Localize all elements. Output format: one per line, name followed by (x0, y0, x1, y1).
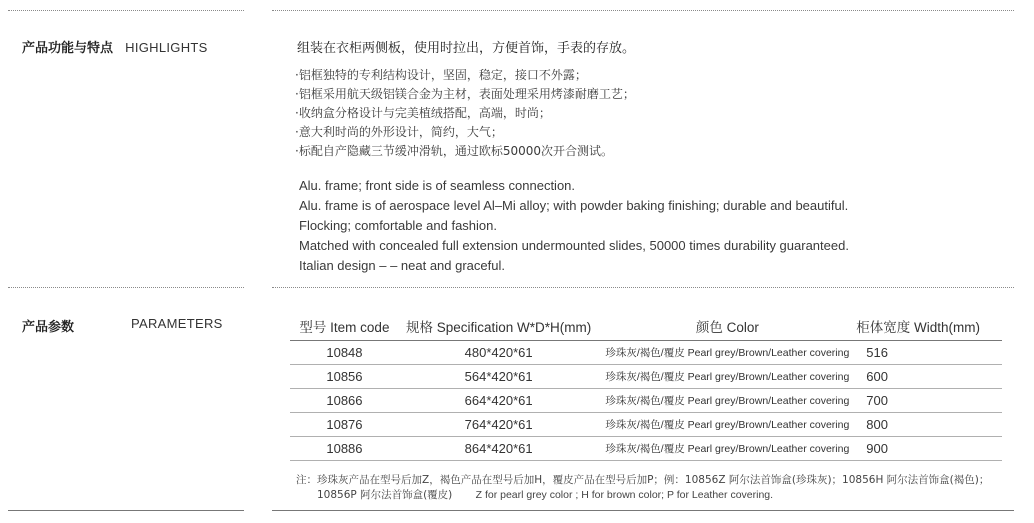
mid-divider-right (272, 287, 1014, 288)
item-spec: 864*420*61 (399, 437, 599, 461)
note-line-2-en: Z for pearl grey color ; H for brown color; P for Leather covering. (475, 489, 774, 501)
english-line: Matched with concealed full extension undermounted slides, 50000 times durability guaranteed. (299, 238, 849, 253)
note-line-2-cn: 10856P 阿尔法首饰盒(覆皮) (317, 489, 453, 501)
bullet-item: ·标配自产隐藏三节缓冲滑轨，通过欧标50000次开合测试。 (295, 144, 613, 158)
top-divider-right (272, 10, 1014, 11)
item-color: 珍珠灰/褐色/覆皮 Pearl grey/Brown/Leather covering (598, 389, 856, 413)
english-line: Alu. frame; front side is of seamless connection. (299, 178, 576, 193)
highlights-bullets-cn (295, 66, 635, 161)
table-row (290, 365, 1002, 389)
parameters-title-en: PARAMETERS (131, 316, 223, 331)
note-line-2 (296, 488, 989, 503)
bottom-divider-right (272, 510, 1014, 511)
highlights-title-en: HIGHLIGHTS (125, 40, 208, 55)
item-color: 珍珠灰/褐色/覆皮 Pearl grey/Brown/Leather covering (598, 365, 856, 389)
item-code: 10866 (290, 389, 399, 413)
highlights-heading (22, 37, 208, 56)
col-header-code: 型号 Item code (290, 314, 399, 341)
item-code: 10886 (290, 437, 399, 461)
item-spec: 664*420*61 (399, 389, 599, 413)
item-color: 珍珠灰/褐色/覆皮 Pearl grey/Brown/Leather covering (598, 413, 856, 437)
item-code: 10856 (290, 365, 399, 389)
item-color: 珍珠灰/褐色/覆皮 Pearl grey/Brown/Leather covering (598, 437, 856, 461)
note-line-1: 注：珍珠灰产品在型号后加Z，褐色产品在型号后加H，覆皮产品在型号后加P；例：10856Z 阿尔法首饰盒(珍珠灰)；10856H 阿尔法首饰盒(褐色)； (296, 474, 990, 486)
bullet-item: ·铝框采用航天级铝镁合金为主材，表面处理采用烤漆耐磨工艺； (295, 87, 635, 101)
item-width: 900 (856, 437, 1002, 461)
table-row (290, 341, 1002, 365)
item-spec: 480*420*61 (399, 341, 599, 365)
english-line: Italian design – – neat and graceful. (299, 258, 505, 273)
parameters-heading-en (131, 316, 223, 332)
highlights-intro: 组装在衣柜两侧板，使用时拉出，方便首饰，手表的存放。 (297, 41, 636, 56)
bottom-divider-left (8, 510, 244, 511)
highlights-title-cn: 产品功能与特点 (22, 41, 114, 56)
table-row (290, 389, 1002, 413)
english-line: Alu. frame is of aerospace level Al–Mi alloy; with powder baking finishing; durable and beautiful. (299, 198, 849, 213)
item-code: 10848 (290, 341, 399, 365)
item-width: 800 (856, 413, 1002, 437)
table-row (290, 413, 1002, 437)
col-header-color: 颜色 Color (598, 314, 856, 341)
bullet-item: ·意大利时尚的外形设计，简约，大气； (295, 125, 503, 139)
parameters-table (290, 314, 1002, 461)
item-code: 10876 (290, 413, 399, 437)
english-line: Flocking; comfortable and fashion. (299, 218, 497, 233)
bullet-item: ·收纳盒分格设计与完美植绒搭配，高端，时尚； (295, 106, 551, 120)
item-spec: 564*420*61 (399, 365, 599, 389)
parameters-note (296, 473, 989, 503)
table-row (290, 437, 1002, 461)
top-divider-left (8, 10, 244, 11)
parameters-title-cn: 产品参数 (22, 320, 75, 335)
item-spec: 764*420*61 (399, 413, 599, 437)
item-width: 516 (856, 341, 1002, 365)
col-header-width: 柜体宽度 Width(mm) (856, 314, 1002, 341)
col-header-spec: 规格 Specification W*D*H(mm) (399, 314, 599, 341)
mid-divider-left (8, 287, 244, 288)
item-width: 600 (856, 365, 1002, 389)
bullet-item: ·铝框独特的专利结构设计，坚固，稳定，接口不外露； (295, 68, 587, 82)
highlights-lines-en (299, 176, 849, 276)
table-header-row (290, 314, 1002, 341)
item-width: 700 (856, 389, 1002, 413)
item-color: 珍珠灰/褐色/覆皮 Pearl grey/Brown/Leather covering (598, 341, 856, 365)
parameters-heading-cn (22, 316, 74, 335)
